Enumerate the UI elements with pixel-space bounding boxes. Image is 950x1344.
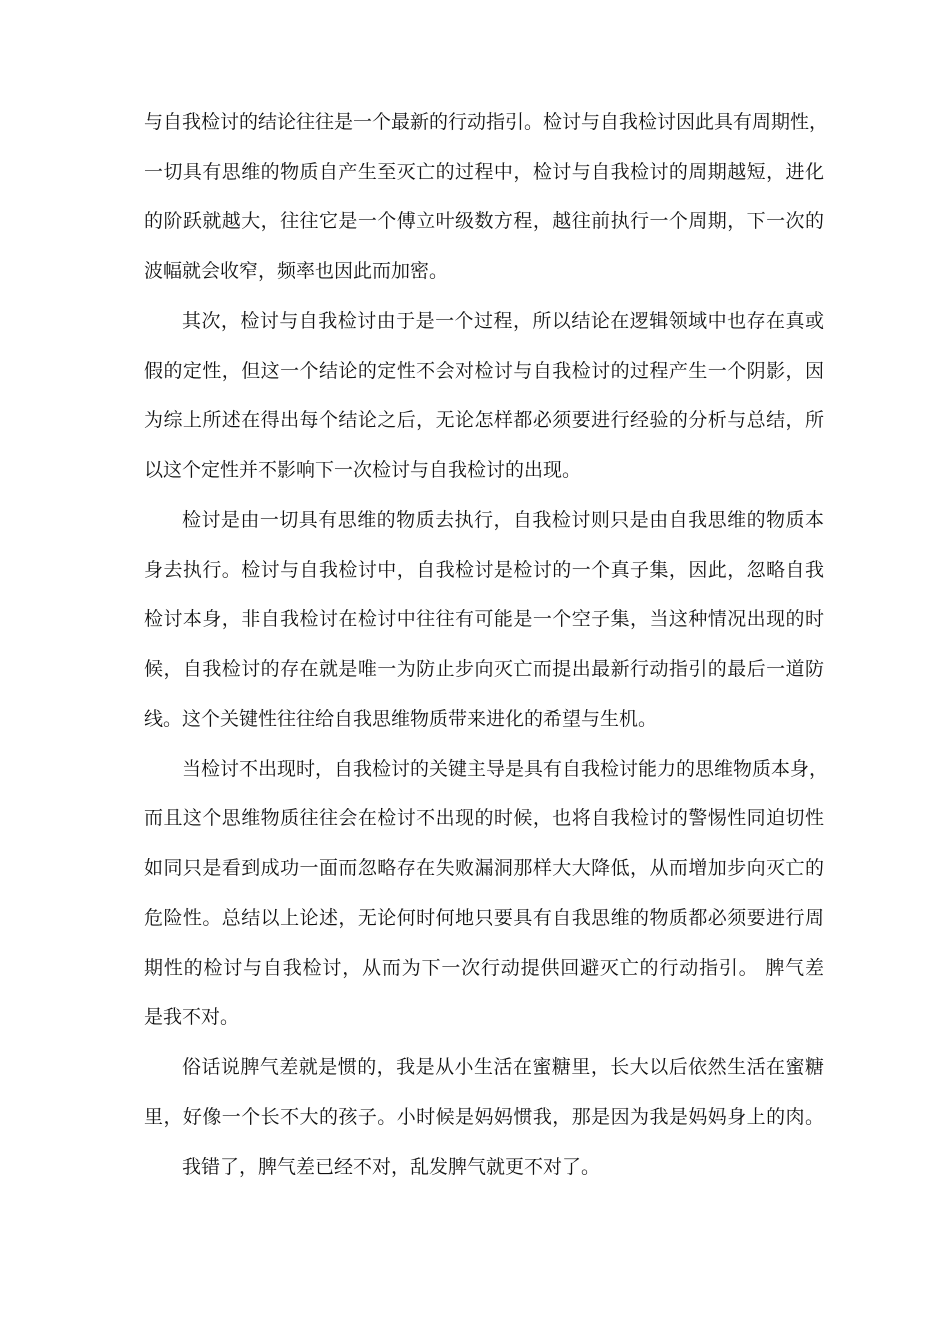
- text-line: 的阶跃就越大，往往它是一个傅立叶级数方程，越往前执行一个周期，下一次的: [144, 210, 824, 232]
- text-line: 我错了，脾气差已经不对，乱发脾气就更不对了。: [182, 1156, 601, 1178]
- text-line: 检讨是由一切具有思维的物质去执行，自我检讨则只是由自我思维的物质本: [182, 509, 824, 531]
- text-line: 为综上所述在得出每个结论之后，无论怎样都必须要进行经验的分析与总结，所: [144, 409, 824, 431]
- text-line: 假的定性，但这一个结论的定性不会对检讨与自我检讨的过程产生一个阴影，因: [144, 360, 824, 382]
- text-line: 波幅就会收窄，频率也因此而加密。: [144, 260, 449, 282]
- text-line: 如同只是看到成功一面而忽略存在失败漏洞那样大大降低，从而增加步向灭亡的: [144, 857, 824, 879]
- text-line: 检讨本身，非自我检讨在检讨中往往有可能是一个空子集，当这种情况出现的时: [144, 608, 824, 630]
- text-line: 当检讨不出现时，自我检讨的关键主导是具有自我检讨能力的思维物质本身，: [182, 758, 829, 780]
- text-line: 以这个定性并不影响下一次检讨与自我检讨的出现。: [144, 459, 582, 481]
- text-line: 与自我检讨的结论往往是一个最新的行动指引。检讨与自我检讨因此具有周期性，: [144, 111, 829, 133]
- text-line: 期性的检讨与自我检讨，从而为下一次行动提供回避灭亡的行动指引。 脾气差: [144, 957, 824, 979]
- text-line: 而且这个思维物质往往会在检讨不出现的时候，也将自我检讨的警惕性同迫切性: [144, 807, 824, 829]
- text-line: 俗话说脾气差就是惯的，我是从小生活在蜜糖里，长大以后依然生活在蜜糖: [182, 1056, 824, 1078]
- text-line: 候，自我检讨的存在就是唯一为防止步向灭亡而提出最新行动指引的最后一道防: [144, 658, 824, 680]
- text-line: 是我不对。: [144, 1006, 240, 1028]
- text-line: 危险性。总结以上论述，无论何时何地只要具有自我思维的物质都必须要进行周: [144, 907, 824, 929]
- text-line: 一切具有思维的物质自产生至灭亡的过程中，检讨与自我检讨的周期越短，进化: [144, 161, 824, 183]
- text-line: 线。这个关键性往往给自我思维物质带来进化的希望与生机。: [144, 708, 658, 730]
- text-line: 其次，检讨与自我检讨由于是一个过程，所以结论在逻辑领域中也存在真或: [182, 310, 824, 332]
- text-line: 里，好像一个长不大的孩子。小时候是妈妈惯我，那是因为我是妈妈身上的肉。: [144, 1106, 824, 1128]
- text-line: 身去执行。检讨与自我检讨中，自我检讨是检讨的一个真子集，因此，忽略自我: [144, 559, 824, 581]
